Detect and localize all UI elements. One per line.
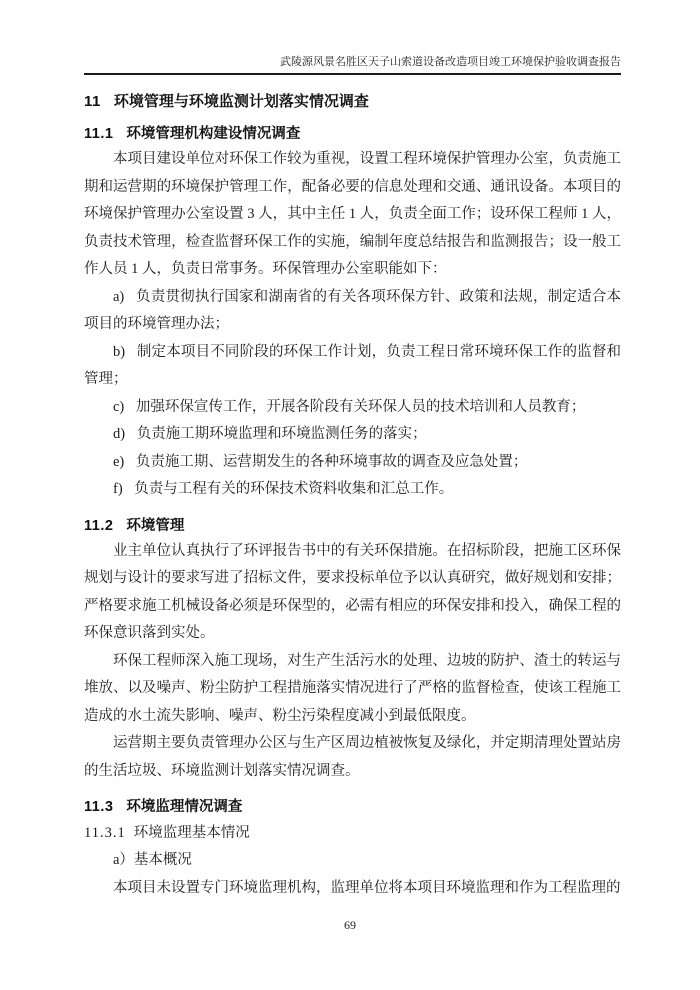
duty-marker: c) [113,398,125,415]
duty-text: 制定本项目不同阶段的环保工作计划，负责工程日常环境环保工作的监督和管理； [84,343,621,387]
duty-text: 负责贯彻执行国家和湖南省的有关各项环保方针、政策和法规，制定适合本项目的环境管理办法； [84,288,621,332]
header-divider [84,73,621,75]
section-title: 环境管理 [126,517,185,534]
paragraph-supervision-intro: 本项目未设置专门环境监理机构，监理单位将本项目环境监理和作为工程监理的 [113,879,621,896]
paragraph-env-mgmt-1: 业主单位认真执行了环评报告书中的有关环保措施。在招标阶段，把施工区环保规划与设计的要求写进了招标文件，要求投标单位予以认真研究，做好规划和安排；严格要求施工机械设备必须是环保型的，必需有相应的环保安排和投入，确保工程的环保意识落到实处。 [84,542,621,641]
section-number: 11.1 [84,126,114,142]
duty-item-f [84,476,621,504]
section-title: 环境监理基本情况 [133,825,250,841]
duty-item-e [84,449,621,477]
section-number: 11.3.1 [84,825,126,841]
section-number: 11.3 [84,799,114,815]
page-content [84,0,621,902]
duty-text: 负责施工期、运营期发生的各种环境事故的调查及应急处置； [135,453,528,470]
paragraph-env-mgmt-2: 环保工程师深入施工现场，对生产生活污水的处理、边坡的防护、渣土的转运与堆放、以及噪声、粉尘防护工程措施落实情况进行了严格的监督检查，使该工程施工造成的水土流失影响、噪声、粉尘污染程度减小到最低限度。 [84,652,621,724]
duty-marker: a) [113,288,125,305]
section-heading-11-3 [84,797,621,817]
section-title: 环境监理情况调查 [126,799,243,815]
page-number: 69 [344,918,356,932]
duty-marker: d) [113,426,126,442]
duty-text: 负责与工程有关的环保技术资料收集和汇总工作。 [134,481,454,497]
section-title: 环境管理机构建设情况调查 [126,126,301,142]
section-heading-11 [84,92,621,112]
sub-item-a-heading: a）基本概况 [113,852,192,868]
duty-item-b [84,339,621,394]
section-number: 11 [84,93,101,110]
duty-text: 负责施工期环境监理和环境监测任务的落实； [136,426,427,442]
duty-item-c [84,394,621,422]
paragraph-office-setup: 本项目建设单位对环保工作较为重视，设置工程环境保护管理办公室，负责施工期和运营期的环境保护管理工作，配备必要的信息处理和交通、通讯设备。本项目的环境保护管理办公室设置 3 人，其中主任 1 人，负责全面工作；设环保工程师 1 人，负责技术管理，检查监督环保工作的实施，编制年度总结报告和监测报告；设一般工作人员 1 人，负责日常事务。环保管理办公室职能如下： [84,151,621,277]
section-number: 11.2 [84,517,114,534]
duty-marker: f) [113,481,123,497]
section-heading-11-3-1 [84,823,621,843]
duty-text: 加强环保宣传工作，开展各阶段有关环保人员的技术培训和人员教育； [135,398,586,415]
paragraph-env-mgmt-3: 运营期主要负责管理办公区与生产区周边植被恢复及绿化，并定期清理处置站房的生活垃圾、环境监测计划落实情况调查。 [84,735,621,779]
duty-item-a [84,284,621,339]
duty-item-d [84,421,621,449]
running-header: 武陵源风景名胜区天子山索道设备改造项目竣工环境保护验收调查报告 [280,56,621,68]
section-heading-11-1 [84,124,621,144]
section-heading-11-2 [84,516,621,536]
duty-marker: e) [113,453,125,470]
section-title: 环境管理与环境监测计划落实情况调查 [113,93,369,110]
duty-marker: b) [113,343,126,360]
